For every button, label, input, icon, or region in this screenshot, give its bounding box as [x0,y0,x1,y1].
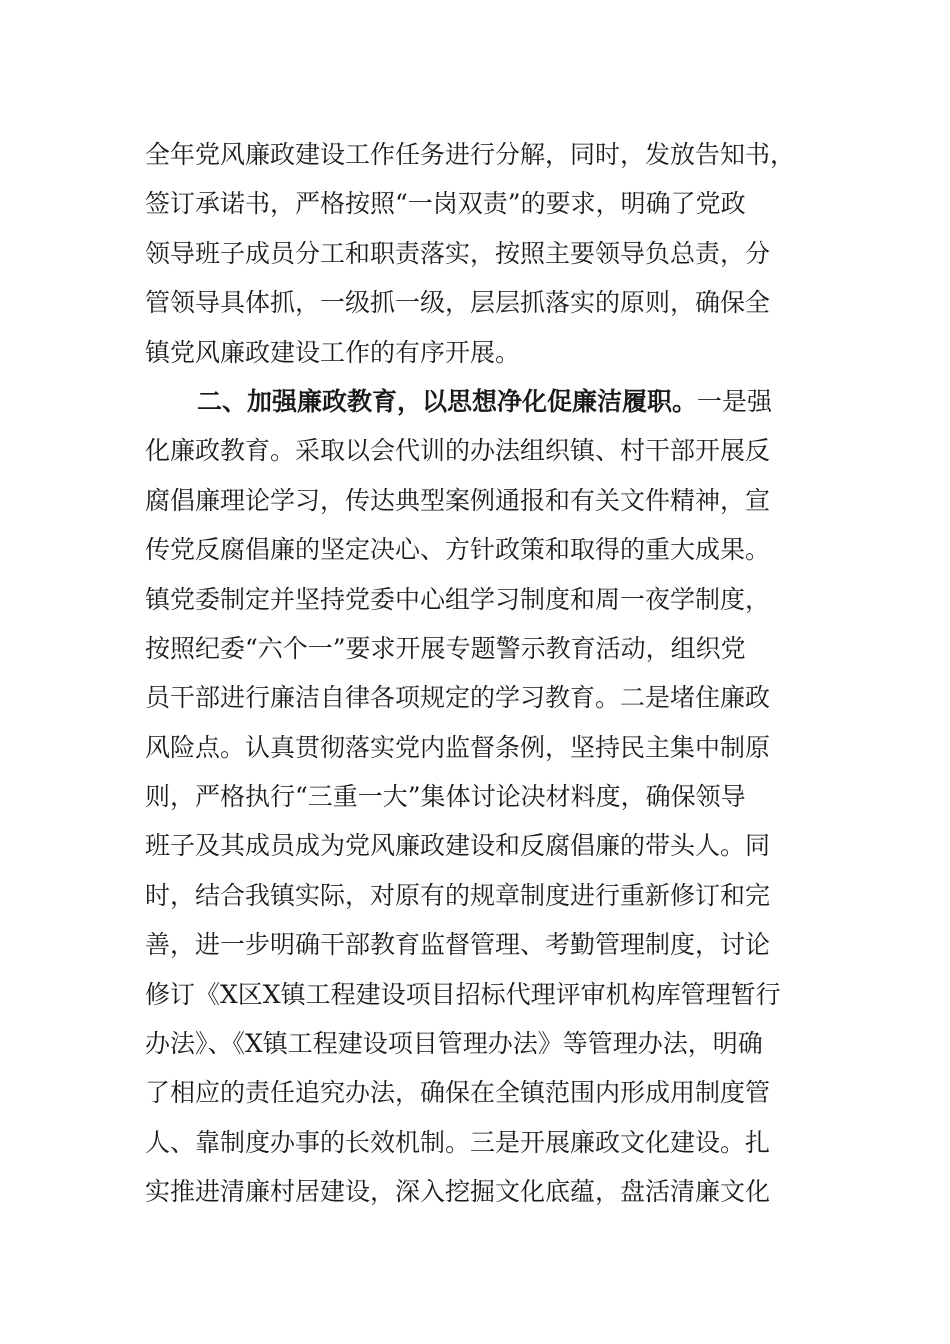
text-line: 腐倡廉理论学习，传达典型案例通报和有关文件精神，宣 [145,485,771,515]
text-line: 镇党风廉政建设工作的有序开展。 [145,337,521,367]
text-line: 镇党委制定并坚持党委中心组学习制度和周一夜学制度， [145,584,771,614]
text-line: 签订承诺书，严格按照“一岗双责”的要求，明确了党政 [145,189,746,219]
text-run: 一是强 [697,386,773,416]
text-line: 人、靠制度办事的长效机制。三是开展廉政文化建设。扎 [145,1127,771,1157]
text-line: 班子及其成员成为党风廉政建设和反腐倡廉的带头人。同 [145,831,771,861]
text-line: 办法》、《X镇工程建设项目管理办法》等管理办法，明确 [145,1029,763,1059]
text-line: 领导班子成员分工和职责落实，按照主要领导负总责，分 [145,238,771,268]
paragraph-first-line [145,377,805,426]
text-line: 时，结合我镇实际，对原有的规章制度进行重新修订和完 [145,880,771,910]
text-line: 传党反腐倡廉的坚定决心、方针政策和取得的重大成果。 [145,535,771,565]
paragraph-section-two [145,377,805,1217]
text-line: 全年党风廉政建设工作任务进行分解，同时，发放告知书， [145,140,796,169]
text-line: 实推进清廉村居建设，深入挖掘文化底蕴，盘活清廉文化 [145,1177,771,1207]
text-line: 了相应的责任追究办法，确保在全镇范围内形成用制度管 [145,1078,771,1108]
paragraph-continuation [145,130,805,377]
text-line: 善，进一步明确干部教育监督管理、考勤管理制度，讨论 [145,930,771,960]
text-line: 风险点。认真贯彻落实党内监督条例，坚持民主集中制原 [145,732,771,762]
section-heading: 二、加强廉政教育，以思想净化促廉洁履职。 [197,386,698,416]
text-line: 则，严格执行“三重一大”集体讨论决材料度，确保领导 [145,782,746,812]
text-line: 按照纪委“六个一”要求开展专题警示教育活动，组织党 [145,633,746,663]
text-line: 修订《X区X镇工程建设项目招标代理评审机构库管理暂行 [145,979,781,1009]
text-line: 化廉政教育。采取以会代训的办法组织镇、村干部开展反 [145,436,771,466]
text-line: 管领导具体抓，一级抓一级，层层抓落实的原则，确保全 [145,288,771,318]
text-line: 员干部进行廉洁自律各项规定的学习教育。二是堵住廉政 [145,683,771,713]
document-body [145,130,805,1217]
